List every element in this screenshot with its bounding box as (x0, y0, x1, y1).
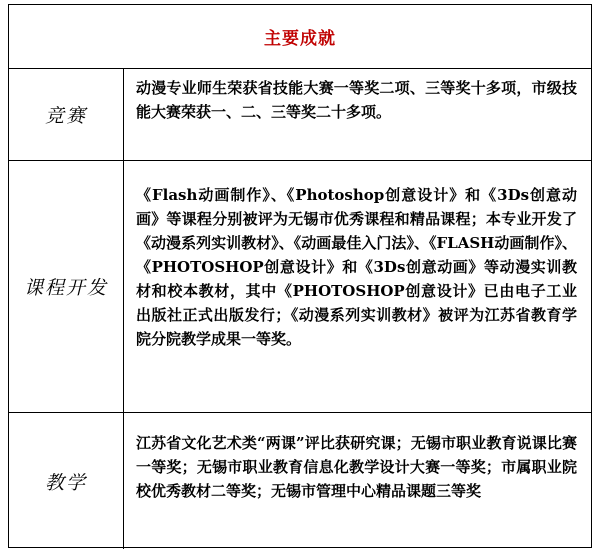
achievements-table (8, 4, 592, 548)
row-text-teaching: 江苏省文化艺术类“两课”评比获研究课；无锡市职业教育说课比赛一等奖；无锡市职业教育信息化教学设计大赛一等奖；市属职业院校优秀教材二等奖；无锡市管理中心精品课题三等奖 (136, 434, 577, 500)
row-content-course-development (124, 161, 591, 412)
table-row-course-development (9, 161, 591, 413)
row-content-competition (124, 69, 591, 160)
row-content-teaching (124, 413, 591, 549)
row-label-teaching: 教学 (9, 413, 124, 549)
row-label-competition: 竞赛 (9, 69, 124, 160)
row-label-course-development: 课程开发 (9, 161, 124, 412)
row-text-course-development: 《Flash动画制作》、《Photoshop创意设计》和《3Ds创意动画》等课程分别被评为无锡市优秀课程和精品课程；本专业开发了《动漫系列实训教材》、《动画最佳入门法》、《FLASH动画制作》、《PHOTOSHOP创意设计》和《3Ds创意动画》等动漫实训教材和校本教材，其中《PHOTOSHOP创意设计》已由电子工业出版社正式出版发行；《动漫系列实训教材》被评为江苏省教育学院分院教学成果一等奖。 (136, 186, 577, 348)
table-title: 主要成就 (9, 5, 591, 69)
row-text-competition: 动漫专业师生荣获省技能大赛一等奖二项、三等奖十多项，市级技能大赛荣获一、二、三等奖二十多项。 (136, 79, 577, 121)
table-row-teaching (9, 413, 591, 549)
table-row-competition (9, 69, 591, 161)
